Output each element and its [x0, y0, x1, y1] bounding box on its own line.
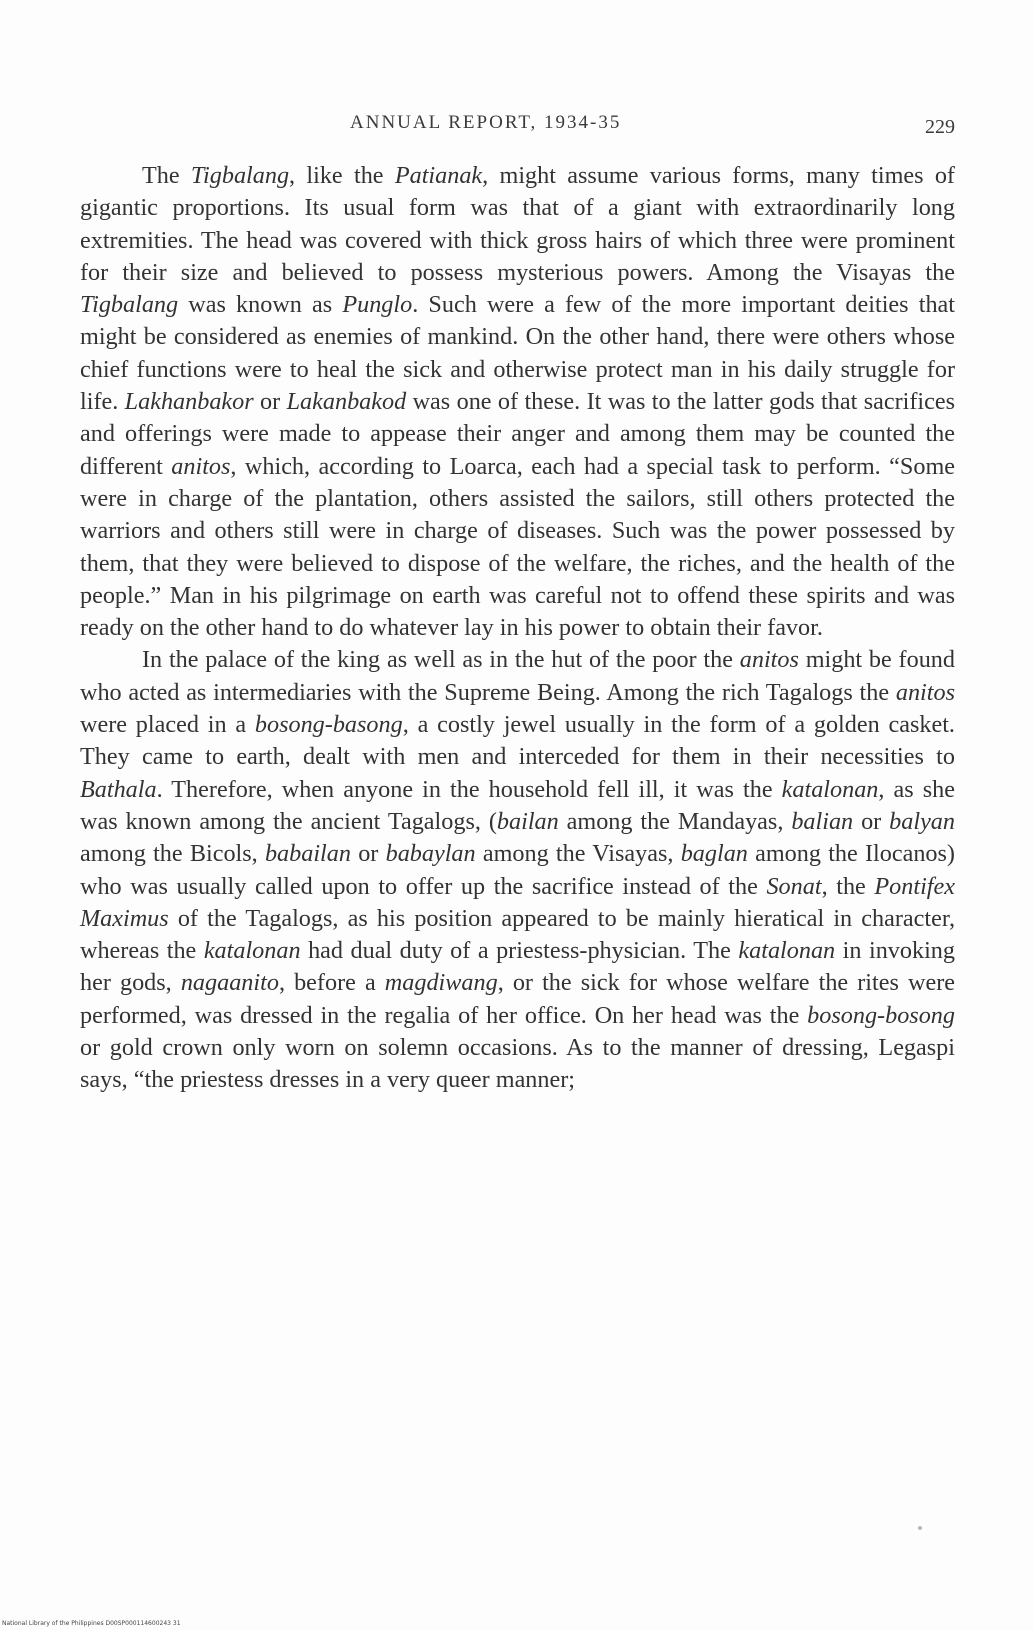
- italic-term: anitos: [739, 646, 799, 674]
- italic-term: balyan: [889, 807, 955, 835]
- italic-term: Tigbalang: [190, 162, 290, 189]
- text-run: among the Bicols,: [80, 840, 265, 868]
- text-run: was known as: [178, 291, 343, 319]
- italic-term: katalonan: [781, 775, 879, 803]
- running-header: [80, 112, 955, 142]
- italic-term: anitos: [895, 678, 955, 706]
- text-run: , the: [821, 872, 875, 900]
- text-run: among the Mandayas,: [558, 807, 792, 835]
- text-run: might be found who acted as intermediaries with the Supreme Being. Among the rich Tagalogs the: [80, 646, 955, 706]
- text-run: , like the: [289, 162, 395, 189]
- italic-term: Bathala: [80, 775, 157, 803]
- text-run: of the Tagalogs, as his position appeared to be mainly hieratical in character, whereas the: [80, 904, 955, 965]
- paragraph: [80, 644, 955, 1096]
- text-run: or: [350, 840, 386, 868]
- text-run: , a costly jewel usually in the form of a golden casket. They came to earth, dealt with men and interceded for them in their necessities to: [80, 711, 955, 771]
- text-run: The: [142, 162, 191, 189]
- text-run: . Such were a few of the more important deities that might be considered as enemies of mankind. On the other hand, there were others whose chief functions were to heal the sick and otherwise protect man in his daily struggle for life.: [80, 291, 955, 416]
- italic-term: katalonan: [738, 937, 836, 965]
- italic-term: magdiwang: [384, 969, 498, 997]
- scan-speck: [918, 1526, 922, 1530]
- body-text: [80, 160, 955, 1097]
- text-run: , which, according to Loarca, each had a special task to perform. “Some were in charge of the plantation, others assisted the sailors, still others protected the warriors and others still were in charge of diseases. Such was the power possessed by them, that they were believed to dispose of the welfare, the riches, and the health of the people.” Man in his pilgrimage on earth was careful not to offend these spirits and was ready on the other hand to do whatever lay in his power to obtain their favor.: [80, 452, 956, 642]
- italic-term: nagaanito: [180, 969, 279, 997]
- text-run: , or the sick for whose welfare the rites were performed, was dressed in the regalia of her office. On her head was the: [80, 969, 955, 1029]
- text-run: , might assume various forms, many times of gigantic proportions. Its usual form was that of a giant with extraordinarily long extremities. The head was covered with thick gross hairs of which three were prominent for their size and believed to possess mysterious powers. Among the Visayas the: [80, 162, 955, 286]
- text-run: had dual duty of a priestess-physician. The: [300, 937, 739, 965]
- paragraph: [80, 160, 955, 644]
- italic-term: Lakhanbakor: [124, 388, 254, 416]
- italic-term: Punglo: [342, 291, 413, 319]
- report-title: ANNUAL REPORT, 1934-35: [350, 112, 622, 133]
- text-run: were placed in a: [80, 711, 255, 739]
- italic-term: anitos: [171, 452, 231, 480]
- italic-term: bailan: [496, 807, 559, 835]
- italic-term: Lakanbakod: [286, 388, 407, 416]
- text-run: or gold crown only worn on solemn occasions. As to the manner of dressing, Legaspi says, “the priestess dresses in a very queer manner;: [80, 1034, 955, 1094]
- text-run: or: [853, 807, 890, 835]
- scan-credit: National Library of the Philippines D00SP000114600243 31: [2, 1620, 181, 1627]
- italic-term: baglan: [680, 840, 748, 868]
- italic-term: babailan: [264, 840, 351, 868]
- text-run: in invoking her gods,: [80, 937, 955, 997]
- italic-term: katalonan: [203, 937, 301, 965]
- italic-term: Pontifex Maximus: [80, 872, 955, 932]
- italic-term: balian: [791, 807, 854, 835]
- italic-term: Tigbalang: [80, 291, 179, 319]
- page-number: 229: [925, 116, 955, 138]
- italic-term: Sonat: [766, 872, 822, 900]
- text-run: , before a: [278, 969, 385, 997]
- text-run: . Therefore, when anyone in the household fell ill, it was the: [156, 775, 782, 803]
- text-run: was one of these. It was to the latter gods that sacrifices and offerings were made to appease their anger and among them may be counted the different: [80, 388, 956, 480]
- text-run: among the Visayas,: [475, 840, 681, 868]
- text-run: among the Ilocanos) who was usually called upon to offer up the sacrifice instead of the: [80, 840, 955, 900]
- text-run: or: [253, 388, 287, 416]
- italic-term: babaylan: [385, 840, 476, 868]
- italic-term: bosong-basong: [254, 711, 403, 739]
- text-run: In the palace of the king as well as in the hut of the poor the: [142, 646, 740, 674]
- italic-term: bosong-bosong: [807, 1001, 955, 1029]
- text-run: , as she was known among the ancient Tagalogs, (: [80, 775, 955, 835]
- italic-term: Patianak: [394, 162, 483, 189]
